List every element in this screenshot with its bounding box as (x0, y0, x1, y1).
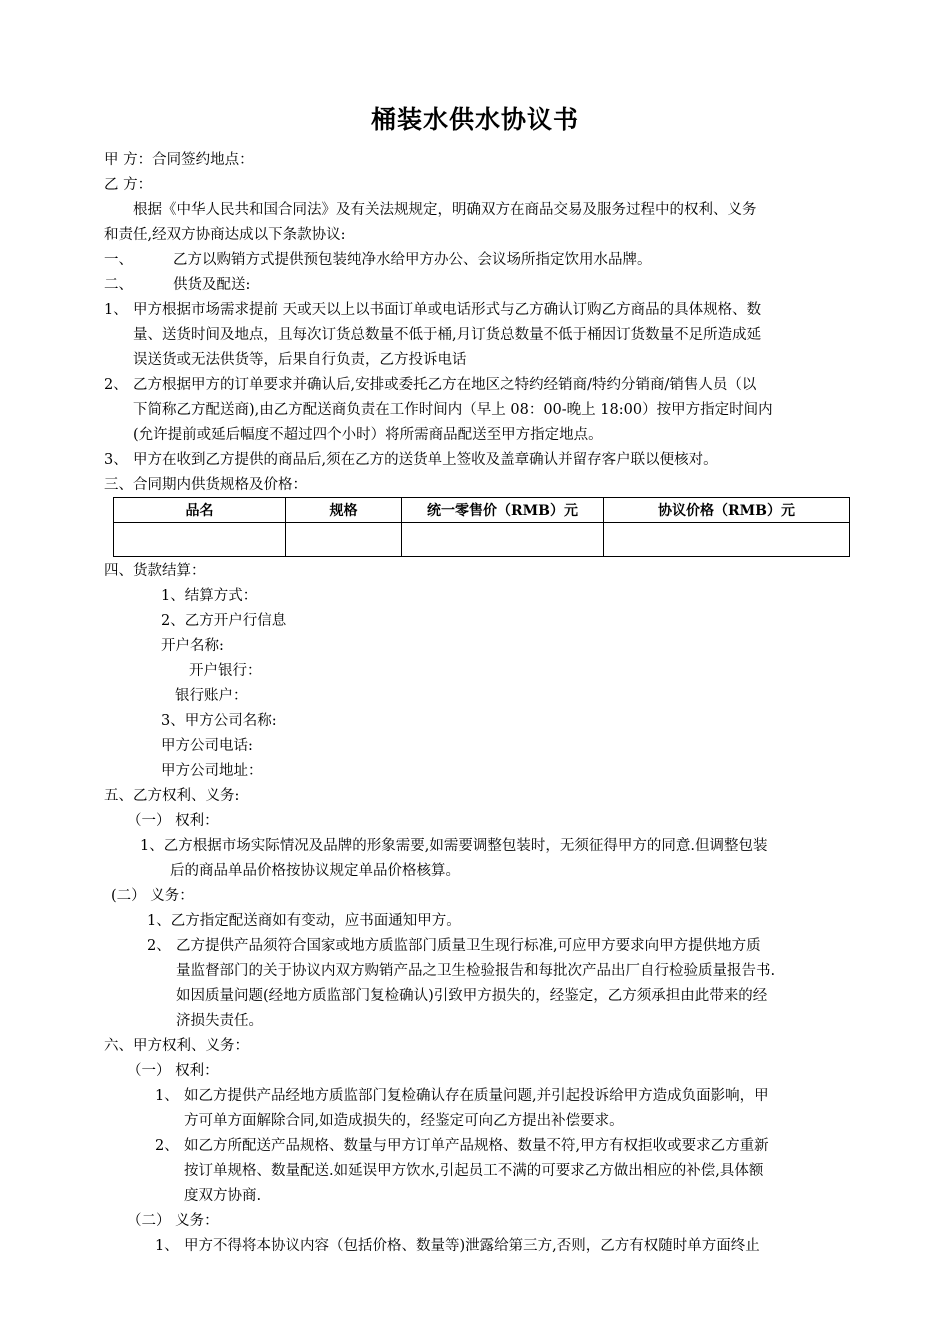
s6-right-1-line-1: 如乙方提供产品经地方质监部门复检确认存在质量问题,并引起投诉给甲方造成负面影响，甲 (184, 1088, 769, 1104)
document-title: 桶装水供水协议书 (370, 105, 579, 134)
section-1-number: 一、 (104, 252, 133, 268)
s4-line-account-name: 开户名称: (161, 638, 224, 654)
table-cell-empty (402, 523, 604, 557)
s6-right-2-line-2: 按订单规格、数量配送.如延误甲方饮水,引起员工不满的可要求乙方做出相应的补偿,具体额 (184, 1163, 764, 1179)
s5-duty-1: 1、乙方指定配送商如有变动，应书面通知甲方。 (147, 913, 461, 929)
col-header-retail-price: 统一零售价（RMB）元 (402, 498, 604, 523)
s6-duty-1-line-1: 甲方不得将本协议内容（包括价格、数量等)泄露给第三方,否则，乙方有权随时单方面终止 (184, 1238, 760, 1254)
s5-duty-2-line-2: 量监督部门的关于协议内双方购销产品之卫生检验报告和每批次产品出厂自行检验质量报告书. (176, 963, 776, 979)
s5-right-1-line-1: 1、乙方根据市场实际情况及品牌的形象需要,如需要调整包装时，无须征得甲方的同意.但调整包装 (140, 838, 768, 854)
section-1-text: 乙方以购销方式提供预包装纯净水给甲方办公、会议场所指定饮用水品牌。 (173, 252, 652, 268)
table-header-row (114, 498, 850, 523)
s5-duties-heading: (二） 义务： (111, 888, 194, 904)
s6-right-1-number: 1、 (155, 1088, 179, 1104)
s6-right-1-line-2: 方可单方面解除合同,如造成损失的，经鉴定可向乙方提出补偿要求。 (184, 1113, 624, 1129)
s5-duty-2-line-3: 如因质量问题(经地方质监部门复检确认)引致甲方损失的，经鉴定，乙方须承担由此带来的经 (176, 988, 768, 1004)
s4-line-company-name: 3、甲方公司名称: (161, 713, 277, 729)
table-cell-empty (286, 523, 402, 557)
section-2-number: 二、 (104, 277, 133, 293)
party-b-line: 乙 方： (104, 177, 153, 193)
s6-right-2-line-3: 度双方协商. (184, 1188, 262, 1204)
col-header-product-name: 品名 (114, 498, 286, 523)
col-header-agreed-price: 协议价格（RMB）元 (604, 498, 850, 523)
s2-item-1-line-1: 甲方根据市场需求提前 天或天以上以书面订单或电话形式与乙方确认订购乙方商品的具体规格、数 (133, 302, 762, 318)
s4-line-bank: 开户银行： (189, 663, 262, 679)
s5-rights-heading: （一） 权利： (127, 813, 219, 829)
party-a-line: 甲 方：合同签约地点： (104, 152, 254, 168)
s5-duty-2-number: 2、 (147, 938, 171, 954)
s2-item-3-number: 3、 (104, 452, 128, 468)
s6-right-2-line-1: 如乙方所配送产品规格、数量与甲方订单产品规格、数量不符,甲方有权拒收或要求乙方重新 (184, 1138, 769, 1154)
s6-rights-heading: （一） 权利： (127, 1063, 219, 1079)
s6-duty-1-number: 1、 (155, 1238, 179, 1254)
section-2-heading: 供货及配送: (173, 277, 251, 293)
intro-line-1: 根据《中华人民共和国合同法》及有关法规规定，明确双方在商品交易及服务过程中的权利、义务 (133, 202, 757, 218)
price-spec-table (113, 497, 850, 557)
table-row (114, 523, 850, 557)
s2-item-1-line-2: 量、送货时间及地点，且每次订货总数量不低于桶,月订货总数量不低于桶因订货数量不足所造成延 (133, 327, 762, 343)
s4-line-bank-info: 2、乙方开户行信息 (161, 613, 287, 629)
s2-item-2-line-3: (允许提前或延后幅度不超过四个小时）将所需商品配送至甲方指定地点。 (133, 427, 603, 443)
s2-item-2-number: 2、 (104, 377, 128, 393)
s2-item-3-line-1: 甲方在收到乙方提供的商品后,须在乙方的送货单上签收及盖章确认并留存客户联以便核对。 (133, 452, 718, 468)
table-cell-empty (114, 523, 286, 557)
s5-duty-2-line-4: 济损失责任。 (176, 1013, 263, 1029)
s4-line-settlement-method: 1、结算方式： (161, 588, 258, 604)
s4-line-account-number: 银行账户： (175, 688, 248, 704)
s6-right-2-number: 2、 (155, 1138, 179, 1154)
intro-line-2: 和责任,经双方协商达成以下条款协议: (104, 227, 346, 243)
s6-duties-heading: （二） 义务： (127, 1213, 219, 1229)
section-3-heading: 三、合同期内供货规格及价格： (104, 477, 307, 493)
s2-item-2-line-1: 乙方根据甲方的订单要求并确认后,安排或委托乙方在地区之特约经销商/特约分销商/销售人员（以 (133, 377, 757, 393)
s4-line-company-phone: 甲方公司电话: (161, 738, 253, 754)
s5-right-1-line-2: 后的商品单品价格按协议规定单品价格核算。 (170, 863, 460, 879)
s2-item-1-line-3: 误送货或无法供货等，后果自行负责，乙方投诉电话 (133, 352, 467, 368)
section-4-heading: 四、货款结算： (104, 563, 206, 579)
s2-item-2-line-2: 下简称乙方配送商),由乙方配送商负责在工作时间内（早上 08：00-晚上 18:00）按甲方指定时间内 (133, 402, 773, 418)
section-5-heading: 五、乙方权利、义务: (104, 788, 240, 804)
section-6-heading: 六、甲方权利、义务： (104, 1038, 249, 1054)
s2-item-1-number: 1、 (104, 302, 128, 318)
s4-line-company-address: 甲方公司地址： (161, 763, 263, 779)
col-header-spec: 规格 (286, 498, 402, 523)
s5-duty-2-line-1: 乙方提供产品须符合国家或地方质监部门质量卫生现行标准,可应甲方要求向甲方提供地方质 (176, 938, 761, 954)
table-cell-empty (604, 523, 850, 557)
